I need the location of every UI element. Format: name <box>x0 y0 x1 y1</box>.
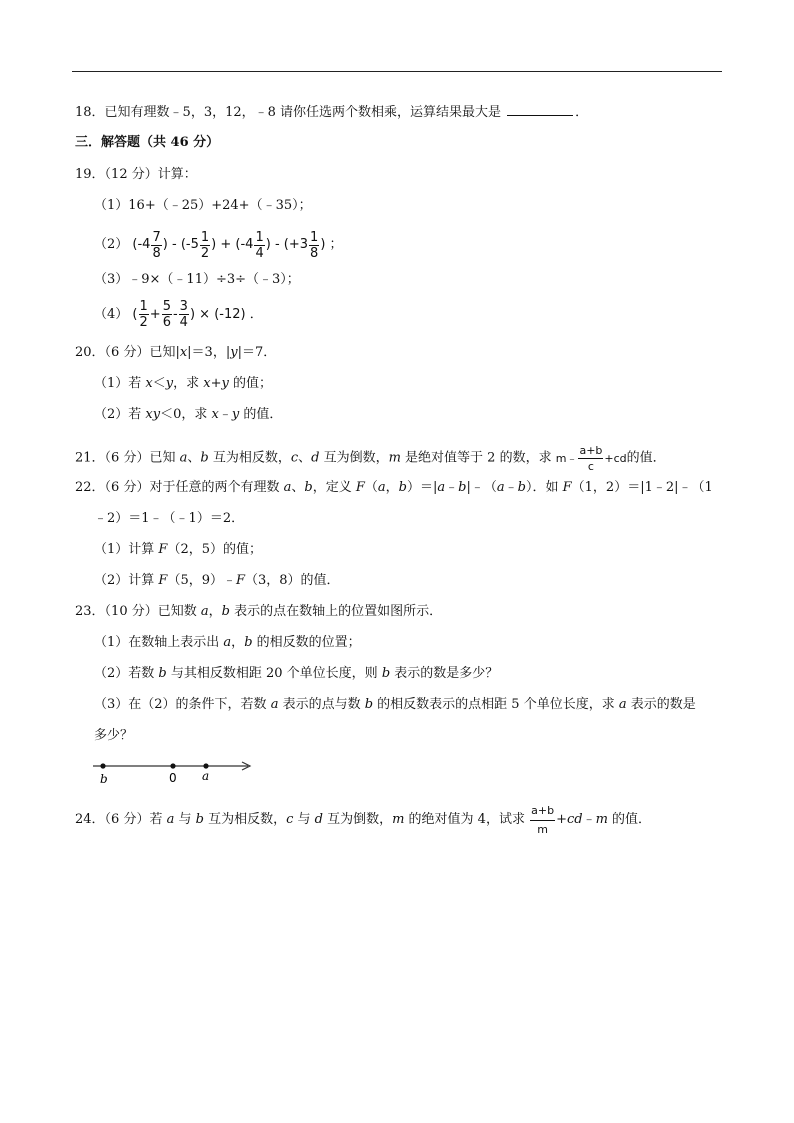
var: x <box>203 376 211 391</box>
label-a: a <box>202 769 210 783</box>
text: 24．（6 分）若 <box>75 812 167 827</box>
question-19-part-3: （3）﹣9×（﹣11）÷3÷（﹣3）； <box>94 272 300 287</box>
var: x <box>179 345 188 360</box>
header-rule <box>72 71 722 72</box>
label-zero: 0 <box>169 771 177 785</box>
text: 、 <box>291 480 305 495</box>
question-23-part-1 <box>94 634 361 652</box>
question-24 <box>75 800 651 840</box>
text: 的绝对值为 4，试求 <box>404 812 525 827</box>
text: |＝3，| <box>187 345 231 360</box>
math-term: (-5 <box>180 237 199 252</box>
math-op: × <box>199 307 211 322</box>
math-expression <box>555 444 627 473</box>
number-line-figure <box>88 758 258 788</box>
q18-text: 18．已知有理数﹣5，3，12，﹣8 请你任选两个数相乘，运算结果最大是 <box>75 105 502 120</box>
text: （2，5）的值； <box>167 542 262 557</box>
frac-den: 2 <box>200 245 210 261</box>
question-22-part-1 <box>94 541 262 559</box>
text: + <box>556 812 567 827</box>
question-22-line-2: ﹣2）＝1﹣（﹣1）＝2． <box>94 511 245 526</box>
var: x <box>211 407 219 422</box>
frac-num: a+b <box>579 444 603 457</box>
frac-num: 1 <box>310 229 319 245</box>
text: + <box>210 376 222 391</box>
question-19-part-2 <box>94 228 343 262</box>
text: 的值； <box>228 376 273 391</box>
math-op: - <box>274 237 280 252</box>
text: 互为倒数， <box>319 450 389 466</box>
section-heading: 三．解答题（共 46 分） <box>75 135 220 150</box>
frac-num: 1 <box>200 229 210 245</box>
question-20-part-2 <box>94 406 282 424</box>
math-term: (-12) <box>214 307 246 322</box>
frac-num: 1 <box>139 299 148 314</box>
text: 表示的点在数轴上的位置如图所示． <box>229 604 443 619</box>
text: 与 <box>293 812 315 827</box>
var: y <box>221 376 229 391</box>
text: ，求 <box>173 376 204 391</box>
text: 互为倒数， <box>322 812 393 827</box>
var: F <box>158 542 168 557</box>
text: ， <box>208 604 222 619</box>
var: x <box>145 376 153 391</box>
text: （5，9）﹣ <box>167 573 236 588</box>
frac-den: 8 <box>310 245 319 261</box>
var: a <box>179 450 188 466</box>
part-end: ． <box>249 307 263 322</box>
question-23-head <box>75 603 442 621</box>
frac-den: 4 <box>255 245 264 261</box>
answer-blank <box>507 103 573 116</box>
var: b <box>517 480 526 495</box>
math-paren: ) <box>189 307 196 322</box>
var: a <box>270 697 279 712</box>
text: |﹣（ <box>466 480 497 495</box>
var: F <box>158 573 168 588</box>
math-op: + <box>149 307 161 322</box>
frac-num: 3 <box>179 299 188 314</box>
text: 是绝对值等于 2 的数，求 <box>400 450 552 466</box>
var: F <box>235 573 246 588</box>
var: y <box>230 345 238 360</box>
math-expression <box>529 803 556 836</box>
text: （3，8）的值． <box>245 573 340 588</box>
math-paren: ) <box>211 237 217 252</box>
var: b <box>221 604 230 619</box>
text: （2）若 <box>94 407 146 422</box>
var: a <box>437 480 446 495</box>
var: b <box>304 480 313 495</box>
var: d <box>311 450 320 466</box>
var: a <box>618 697 627 712</box>
text: ）＝| <box>406 480 438 495</box>
var: c <box>286 812 294 827</box>
question-23-part-3-cont: 多少？ <box>94 728 134 743</box>
text: （ <box>364 480 378 495</box>
math-term: +cd <box>604 451 627 465</box>
text: ）．如 <box>525 480 563 495</box>
var: a <box>283 480 292 495</box>
var: b <box>195 812 204 827</box>
text: 互为相反数， <box>208 450 291 466</box>
frac-den: 2 <box>139 315 148 330</box>
text: 23．（10 分）已知数 <box>75 604 201 619</box>
frac-num: 7 <box>152 229 161 245</box>
text: 互为相反数， <box>203 812 287 827</box>
frac-den: m <box>537 822 548 836</box>
var: b <box>381 666 391 681</box>
question-21 <box>75 443 666 474</box>
text: （1）计算 <box>94 542 159 557</box>
frac-num: 5 <box>162 299 171 314</box>
math-op: - <box>171 237 177 252</box>
math-paren: ( <box>132 307 138 322</box>
text: 的值． <box>607 812 652 827</box>
math-expression <box>132 299 249 330</box>
text: ﹣ <box>218 407 232 422</box>
question-22-line-1 <box>75 479 713 497</box>
var: a <box>377 480 386 495</box>
var: m <box>595 812 608 827</box>
question-19-part-1: （1）16+（﹣25）+24+（﹣35）； <box>94 198 312 213</box>
var: xy <box>145 407 161 422</box>
var: a <box>166 812 175 827</box>
text: （2）若数 <box>94 666 159 681</box>
var: b <box>158 666 167 681</box>
text: （1）在数轴上表示出 <box>94 635 224 650</box>
var: c <box>290 450 299 466</box>
var: b <box>200 450 209 466</box>
text: 与 <box>174 812 196 827</box>
math-paren: ) <box>162 237 168 252</box>
question-23-part-3 <box>94 696 696 714</box>
question-22-part-2 <box>94 572 340 590</box>
math-expression <box>132 229 329 261</box>
math-term: (-4 <box>235 237 254 252</box>
math-paren: ) <box>320 237 326 252</box>
frac-den: 8 <box>152 245 161 261</box>
var: F <box>562 480 572 495</box>
text: ＜ <box>152 376 166 391</box>
var: b <box>458 480 467 495</box>
var: a <box>200 604 209 619</box>
part-end: ； <box>329 237 343 252</box>
text: 表示的点与数 <box>278 697 365 712</box>
text: 22．（6 分）对于任意的两个有理数 <box>75 480 284 495</box>
question-20-head <box>75 344 276 362</box>
var: b <box>364 697 374 712</box>
q18-end: ． <box>575 105 589 120</box>
part-label: （2） <box>94 237 129 252</box>
text: （3）在（2）的条件下，若数 <box>94 697 271 712</box>
text: （1）若 <box>94 376 146 391</box>
text: 21．（6 分）已知 <box>75 450 180 466</box>
math-term: (+3 <box>283 237 309 252</box>
var: m <box>388 450 401 466</box>
text: 的值． <box>626 450 666 466</box>
var: a <box>223 635 232 650</box>
math-paren: ) <box>265 237 271 252</box>
var: a <box>496 480 505 495</box>
var: y <box>165 376 174 391</box>
frac-num: a+b <box>530 802 555 821</box>
text: 表示的数是 <box>626 697 696 712</box>
question-18 <box>75 103 588 122</box>
text: 的相反数的位置； <box>252 635 361 650</box>
text: |＝7． <box>237 345 277 360</box>
point-b <box>100 763 105 768</box>
text: ﹣ <box>504 480 518 495</box>
frac-num: 1 <box>255 229 264 245</box>
text: 与其相反数相距 20 个单位长度，则 <box>166 666 382 681</box>
question-20-part-1 <box>94 375 272 393</box>
question-23-part-2 <box>94 665 498 683</box>
var: d <box>314 812 323 827</box>
text: 、 <box>187 450 201 466</box>
text: 、 <box>298 450 312 466</box>
point-a <box>203 763 208 768</box>
text: （1，2）＝|1﹣2|﹣（1 <box>571 480 713 495</box>
var: m <box>392 812 405 827</box>
text: （2）计算 <box>94 573 159 588</box>
math-term: m﹣ <box>555 451 578 465</box>
frac-den: 4 <box>179 315 188 330</box>
frac-den: c <box>587 460 594 473</box>
var: cd <box>566 812 583 827</box>
frac-den: 6 <box>162 315 171 330</box>
text: 20．（6 分）已知| <box>75 345 180 360</box>
question-19-head: 19．（12 分）计算： <box>75 167 197 182</box>
math-term: (-4 <box>132 237 151 252</box>
var: b <box>398 480 407 495</box>
text: 的相反数表示的点相距 5 个单位长度，求 <box>373 697 619 712</box>
text: ， <box>231 635 245 650</box>
text: ﹣ <box>582 812 596 827</box>
var: F <box>355 480 365 495</box>
text: 表示的数是多少？ <box>390 666 499 681</box>
point-zero <box>170 763 175 768</box>
text: ﹣ <box>445 480 459 495</box>
math-op: - <box>172 307 178 322</box>
text: ， <box>385 480 399 495</box>
label-b: b <box>100 772 108 786</box>
text: ，定义 <box>312 480 356 495</box>
part-label: （4） <box>94 307 129 322</box>
var: y <box>231 407 240 422</box>
math-op: + <box>220 237 232 252</box>
text: 的值． <box>239 407 283 422</box>
question-19-part-4 <box>94 298 263 332</box>
var: b <box>244 635 253 650</box>
text: ＜0，求 <box>160 407 212 422</box>
